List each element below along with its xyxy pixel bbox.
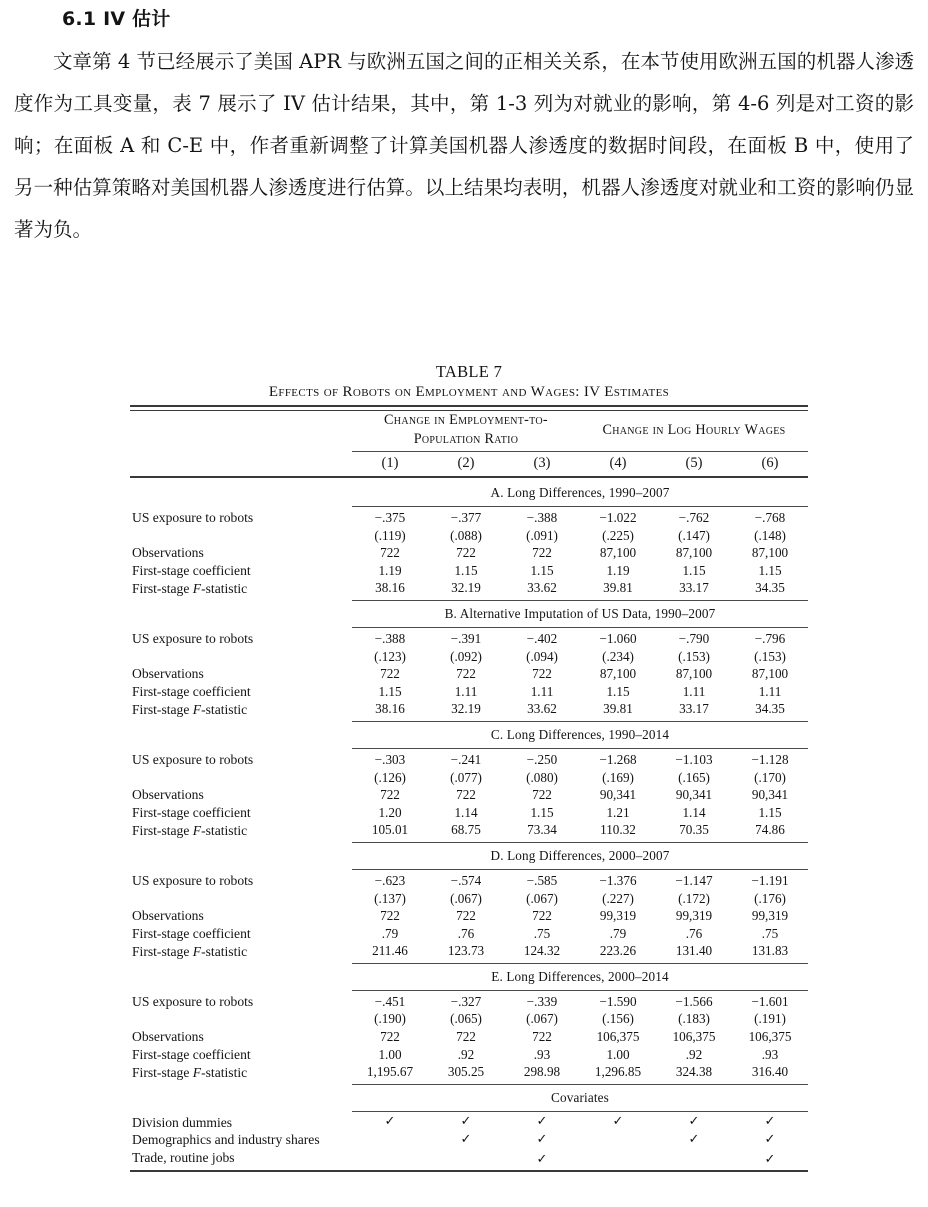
table-row	[130, 683, 808, 701]
covariate-check-r2-c5: ✓	[688, 1132, 700, 1148]
observations-p1-c4: 87,100	[599, 545, 637, 561]
first-stage-coefficient-p2-c4: 1.15	[606, 683, 630, 699]
coefficient-p5-c3: −.339	[526, 993, 558, 1009]
std-error-p1-c1: (.119)	[374, 527, 406, 543]
observations-p2-c3: 722	[532, 666, 552, 682]
first-stage-fstatistic-p1-c6: 34.35	[755, 580, 785, 596]
observations-p4-c5: 99,319	[675, 908, 713, 924]
covariate-check-r3-c4	[580, 1149, 656, 1171]
panel-label-2: B. Alternative Imputation of US Data, 1990–2007	[444, 605, 716, 621]
first-stage-coefficient-p1-c6: 1.15	[758, 562, 782, 578]
row-label-first-stage-fstatistic: First-stage F-statistic	[132, 943, 248, 959]
std-error-p4-c4: (.227)	[602, 890, 634, 906]
first-stage-fstatistic-p1-c3: 33.62	[527, 580, 557, 596]
first-stage-coefficient-p3-c1: 1.20	[378, 804, 402, 820]
std-error-p2-c5: (.153)	[678, 648, 710, 664]
observations-p1-c5: 87,100	[675, 545, 713, 561]
column-number-row	[130, 452, 808, 478]
panel-label-1: A. Long Differences, 1990–2007	[490, 485, 670, 500]
observations-p5-c1: 722	[380, 1029, 400, 1045]
table-row	[130, 1063, 808, 1084]
table-row	[130, 942, 808, 963]
first-stage-coefficient-p1-c3: 1.15	[530, 562, 554, 578]
std-error-p3-c4: (.169)	[602, 769, 634, 785]
observations-p4-c3: 722	[532, 908, 552, 924]
row-label-first-stage-coefficient: First-stage coefficient	[132, 562, 251, 578]
table-row	[130, 786, 808, 804]
coefficient-p4-c6: −1.191	[751, 872, 789, 888]
first-stage-coefficient-p3-c5: 1.14	[682, 804, 706, 820]
std-error-p5-c2: (.065)	[450, 1011, 482, 1027]
first-stage-coefficient-p5-c6: .93	[761, 1046, 779, 1062]
table-row	[130, 907, 808, 925]
observations-p2-c6: 87,100	[751, 666, 789, 682]
table-row	[130, 749, 808, 769]
first-stage-fstatistic-p4-c5: 131.40	[675, 943, 713, 959]
table-row	[130, 700, 808, 721]
coefficient-p1-c5: −.762	[678, 510, 710, 525]
covariate-check-r3-c1	[352, 1149, 428, 1171]
std-error-p1-c3: (.091)	[526, 527, 558, 543]
std-error-p3-c1: (.126)	[374, 769, 406, 785]
first-stage-fstatistic-p3-c4: 110.32	[600, 822, 636, 838]
covariate-check-r3-c2	[428, 1149, 504, 1171]
panel-label-4: D. Long Differences, 2000–2007	[490, 847, 670, 863]
table-row	[130, 890, 808, 908]
group-header-1: Change in Employment-to-Population Ratio	[352, 411, 580, 452]
covariates-label: Covariates	[551, 1089, 609, 1105]
first-stage-fstatistic-p2-c3: 33.62	[527, 701, 557, 717]
table-row	[130, 870, 808, 890]
group-header-row	[130, 411, 808, 452]
coefficient-p4-c5: −1.147	[675, 872, 713, 888]
std-error-p2-c3: (.094)	[526, 648, 558, 664]
coefficient-p5-c5: −1.566	[675, 993, 713, 1009]
first-stage-fstatistic-p5-c6: 316.40	[751, 1064, 789, 1080]
covariate-row	[130, 1149, 808, 1171]
first-stage-coefficient-p5-c2: .92	[457, 1046, 475, 1062]
observations-p4-c2: 722	[456, 908, 476, 924]
std-error-p5-c6: (.191)	[754, 1011, 786, 1027]
covariate-check-r2-c3: ✓	[536, 1132, 548, 1148]
table-row	[130, 821, 808, 842]
observations-p5-c2: 722	[456, 1029, 476, 1045]
table-row	[130, 562, 808, 580]
first-stage-coefficient-p1-c2: 1.15	[454, 562, 478, 578]
row-label-blank	[130, 1010, 352, 1028]
coefficient-p2-c1: −.388	[374, 630, 406, 646]
row-label-first-stage-coefficient: First-stage coefficient	[132, 683, 251, 699]
std-error-p1-c5: (.147)	[678, 527, 710, 543]
first-stage-fstatistic-p2-c5: 33.17	[679, 701, 709, 717]
iv-estimates-table	[130, 405, 808, 1174]
coefficient-p2-c5: −.790	[678, 630, 710, 646]
covariate-check-r2-c4	[580, 1131, 656, 1149]
row-label-first-stage-fstatistic: First-stage F-statistic	[132, 1064, 248, 1080]
first-stage-coefficient-p5-c4: 1.00	[606, 1046, 630, 1062]
first-stage-fstatistic-p3-c6: 74.86	[755, 822, 785, 838]
first-stage-fstatistic-p3-c3: 73.34	[527, 822, 557, 838]
observations-p4-c6: 99,319	[751, 908, 789, 924]
std-error-p4-c3: (.067)	[526, 890, 558, 906]
coefficient-p2-c3: −.402	[526, 630, 558, 646]
row-label-first-stage-fstatistic: First-stage F-statistic	[132, 580, 248, 596]
std-error-p2-c4: (.234)	[602, 648, 634, 664]
panel-label-row-3	[130, 722, 808, 749]
first-stage-coefficient-p5-c1: 1.00	[378, 1046, 402, 1062]
first-stage-coefficient-p5-c5: .92	[685, 1046, 703, 1062]
first-stage-fstatistic-p1-c4: 39.81	[603, 580, 633, 596]
first-stage-fstatistic-p5-c2: 305.25	[447, 1064, 485, 1080]
first-stage-fstatistic-p4-c3: 124.32	[523, 943, 561, 959]
corner-cell	[130, 452, 352, 478]
observations-p2-c5: 87,100	[675, 666, 713, 682]
observations-p4-c4: 99,319	[599, 908, 637, 924]
first-stage-coefficient-p4-c2: .76	[457, 925, 475, 941]
article-text-block	[0, 0, 928, 251]
std-error-p1-c6: (.148)	[754, 527, 786, 543]
coefficient-p2-c4: −1.060	[599, 630, 637, 646]
first-stage-fstatistic-p5-c4: 1,296.85	[594, 1064, 642, 1080]
std-error-p3-c3: (.080)	[526, 769, 558, 785]
row-label-first-stage-fstatistic: First-stage F-statistic	[132, 701, 248, 717]
std-error-p3-c6: (.170)	[754, 769, 786, 785]
observations-p1-c2: 722	[456, 545, 476, 561]
first-stage-coefficient-p1-c1: 1.19	[378, 562, 402, 578]
first-stage-coefficient-p3-c2: 1.14	[454, 804, 478, 820]
coefficient-p1-c3: −.388	[526, 510, 558, 525]
first-stage-coefficient-p4-c5: .76	[685, 925, 703, 941]
first-stage-coefficient-p1-c4: 1.19	[606, 562, 630, 578]
std-error-p5-c1: (.190)	[374, 1011, 406, 1027]
covariate-label-2: Demographics and industry shares	[132, 1132, 320, 1148]
std-error-p3-c2: (.077)	[450, 769, 482, 785]
covariate-check-r1-c3: ✓	[536, 1113, 548, 1129]
panel-label-3: C. Long Differences, 1990–2014	[490, 726, 670, 742]
first-stage-coefficient-p3-c3: 1.15	[530, 804, 554, 820]
coefficient-p5-c2: −.327	[450, 993, 482, 1009]
first-stage-fstatistic-p3-c2: 68.75	[451, 822, 481, 838]
table-row	[130, 665, 808, 683]
covariate-check-r1-c5: ✓	[688, 1113, 700, 1129]
column-number-5: (5)	[685, 455, 703, 471]
first-stage-fstatistic-p1-c2: 32.19	[451, 580, 481, 596]
table-row	[130, 544, 808, 562]
observations-p4-c1: 722	[380, 908, 400, 924]
first-stage-fstatistic-p2-c1: 38.16	[375, 701, 405, 717]
rule	[130, 1171, 808, 1174]
coefficient-p4-c1: −.623	[374, 872, 406, 888]
coefficient-p4-c4: −1.376	[599, 872, 637, 888]
std-error-p5-c3: (.067)	[526, 1011, 558, 1027]
coefficient-p3-c1: −.303	[374, 751, 406, 767]
covariate-check-r1-c1: ✓	[384, 1113, 396, 1129]
row-label-first-stage-coefficient: First-stage coefficient	[132, 1046, 251, 1062]
corner-cell	[130, 411, 352, 452]
panel-label-row-2	[130, 601, 808, 628]
std-error-p4-c1: (.137)	[374, 890, 406, 906]
observations-p1-c1: 722	[380, 545, 400, 561]
coefficient-p4-c2: −.574	[450, 872, 482, 888]
first-stage-coefficient-p4-c3: .75	[533, 925, 551, 941]
covariate-label-1: Division dummies	[132, 1114, 233, 1130]
row-label-observations: Observations	[132, 908, 204, 924]
observations-p2-c4: 87,100	[599, 666, 637, 682]
panel-label-row-4	[130, 843, 808, 870]
first-stage-fstatistic-p1-c5: 33.17	[679, 580, 709, 596]
table-row	[130, 1010, 808, 1028]
body-paragraph: 文章第 4 节已经展示了美国 APR 与欧洲五国之间的正相关关系，在本节使用欧洲五国的机器人渗透度作为工具变量，表 7 展示了 IV 估计结果，其中，第 1-3 列为对就业的影响，第 4-6 列是对工资的影响；在面板 A 和 C-E 中，作者重新调整了计算美国机器人渗透度的数据时间段，在面板 B 中，使用了另一种估算策略对美国机器人渗透度进行估算。以上结果均表明，机器人渗透度对就业和工资的影响仍显著为负。	[14, 50, 914, 241]
observations-p5-c5: 106,375	[672, 1029, 716, 1045]
first-stage-fstatistic-p4-c4: 223.26	[599, 943, 637, 959]
covariate-check-r2-c1	[352, 1131, 428, 1149]
covariate-row	[130, 1112, 808, 1132]
covariate-check-r1-c2: ✓	[460, 1113, 472, 1129]
row-label-observations: Observations	[132, 666, 204, 682]
coefficient-p2-c2: −.391	[450, 630, 482, 646]
coefficient-p1-c1: −.375	[374, 510, 406, 525]
first-stage-coefficient-p2-c2: 1.11	[454, 683, 478, 699]
section-heading: 6.1 IV 估计	[62, 8, 171, 30]
coefficient-p3-c4: −1.268	[599, 751, 637, 767]
row-label-observations: Observations	[132, 545, 204, 561]
first-stage-coefficient-p4-c4: .79	[609, 925, 627, 941]
std-error-p1-c4: (.225)	[602, 527, 634, 543]
row-label-exposure: US exposure to robots	[132, 872, 254, 888]
first-stage-coefficient-p2-c6: 1.11	[758, 683, 782, 699]
table-row	[130, 769, 808, 787]
row-label-first-stage-coefficient: First-stage coefficient	[132, 804, 251, 820]
covariate-check-r3-c6: ✓	[764, 1151, 776, 1167]
column-number-4: (4)	[609, 455, 627, 471]
first-stage-coefficient-p2-c5: 1.11	[682, 683, 706, 699]
row-label-observations: Observations	[132, 1029, 204, 1045]
coefficient-p5-c1: −.451	[374, 993, 406, 1009]
coefficient-p2-c6: −.796	[754, 630, 786, 646]
coefficient-p5-c4: −1.590	[599, 993, 637, 1009]
first-stage-coefficient-p3-c6: 1.15	[758, 804, 782, 820]
row-label-blank	[130, 648, 352, 666]
observations-p3-c3: 722	[532, 787, 552, 803]
panel-label-row-5	[130, 964, 808, 991]
group-header-2: Change in Log Hourly Wages	[580, 411, 808, 452]
first-stage-coefficient-p2-c3: 1.11	[530, 683, 554, 699]
coefficient-p3-c2: −.241	[450, 751, 482, 767]
table-row	[130, 804, 808, 822]
column-number-3: (3)	[533, 455, 551, 471]
panel-label-5: E. Long Differences, 2000–2014	[491, 968, 669, 984]
observations-p3-c5: 90,341	[675, 787, 713, 803]
covariate-row	[130, 1131, 808, 1149]
observations-p1-c3: 722	[532, 545, 552, 561]
table-row	[130, 925, 808, 943]
covariates-label-row	[130, 1085, 808, 1112]
coefficient-p3-c3: −.250	[526, 751, 558, 767]
first-stage-fstatistic-p3-c5: 70.35	[679, 822, 709, 838]
observations-p5-c3: 722	[532, 1029, 552, 1045]
covariate-check-r1-c6: ✓	[764, 1113, 776, 1129]
observations-p2-c2: 722	[456, 666, 476, 682]
coefficient-p1-c4: −1.022	[599, 510, 637, 525]
first-stage-fstatistic-p4-c2: 123.73	[447, 943, 485, 959]
first-stage-coefficient-p2-c1: 1.15	[378, 683, 402, 699]
table-caption: Effects of Robots on Employment and Wages: IV Estimates	[268, 384, 670, 400]
coefficient-p1-c6: −.768	[754, 510, 786, 525]
row-label-first-stage-fstatistic: First-stage F-statistic	[132, 822, 248, 838]
row-label-exposure: US exposure to robots	[132, 510, 254, 525]
std-error-p4-c6: (.176)	[754, 890, 786, 906]
row-label-blank	[130, 527, 352, 545]
first-stage-fstatistic-p3-c1: 105.01	[371, 822, 409, 838]
first-stage-coefficient-p4-c1: .79	[381, 925, 399, 941]
table-row	[130, 648, 808, 666]
std-error-p4-c5: (.172)	[678, 890, 710, 906]
observations-p3-c6: 90,341	[751, 787, 789, 803]
row-label-first-stage-coefficient: First-stage coefficient	[132, 925, 251, 941]
row-label-exposure: US exposure to robots	[132, 993, 254, 1009]
first-stage-coefficient-p1-c5: 1.15	[682, 562, 706, 578]
first-stage-coefficient-p4-c6: .75	[761, 925, 779, 941]
table-number: TABLE 7	[435, 362, 503, 381]
table-row	[130, 579, 808, 600]
row-label-blank	[130, 769, 352, 787]
first-stage-fstatistic-p2-c2: 32.19	[451, 701, 481, 717]
first-stage-coefficient-p3-c4: 1.21	[606, 804, 630, 820]
table-row	[130, 527, 808, 545]
coefficient-p5-c6: −1.601	[751, 993, 789, 1009]
first-stage-fstatistic-p5-c1: 1,195.67	[366, 1064, 414, 1080]
std-error-p4-c2: (.067)	[450, 890, 482, 906]
row-label-observations: Observations	[132, 787, 204, 803]
first-stage-fstatistic-p4-c1: 211.46	[372, 943, 408, 959]
row-label-exposure: US exposure to robots	[132, 630, 254, 646]
std-error-p2-c6: (.153)	[754, 648, 786, 664]
std-error-p2-c2: (.092)	[450, 648, 482, 664]
first-stage-fstatistic-p1-c1: 38.16	[375, 580, 405, 596]
row-label-exposure: US exposure to robots	[132, 751, 254, 767]
observations-p2-c1: 722	[380, 666, 400, 682]
covariate-check-r1-c4: ✓	[612, 1113, 624, 1129]
table-row	[130, 1046, 808, 1064]
std-error-p5-c4: (.156)	[602, 1011, 634, 1027]
column-number-1: (1)	[381, 455, 399, 471]
panel-label-row-1	[130, 480, 808, 507]
row-label-blank	[130, 890, 352, 908]
coefficient-p3-c5: −1.103	[675, 751, 713, 767]
std-error-p1-c2: (.088)	[450, 527, 482, 543]
observations-p5-c4: 106,375	[596, 1029, 640, 1045]
table-7-container	[130, 362, 808, 1174]
table-row	[130, 507, 808, 527]
table-row	[130, 628, 808, 648]
column-number-6: (6)	[761, 455, 779, 471]
covariate-label-3: Trade, routine jobs	[132, 1150, 235, 1166]
first-stage-fstatistic-p2-c6: 34.35	[755, 701, 785, 717]
std-error-p2-c1: (.123)	[374, 648, 406, 664]
observations-p5-c6: 106,375	[748, 1029, 792, 1045]
table-row	[130, 991, 808, 1011]
observations-p3-c4: 90,341	[599, 787, 637, 803]
first-stage-fstatistic-p5-c3: 298.98	[523, 1064, 561, 1080]
first-stage-coefficient-p5-c3: .93	[533, 1046, 551, 1062]
covariate-check-r2-c2: ✓	[460, 1132, 472, 1148]
table-row	[130, 1028, 808, 1046]
column-number-2: (2)	[457, 455, 475, 471]
first-stage-fstatistic-p5-c5: 324.38	[675, 1064, 713, 1080]
observations-p3-c1: 722	[380, 787, 400, 803]
covariate-check-r3-c3: ✓	[536, 1151, 548, 1167]
table-bottom-rule	[130, 1171, 808, 1174]
std-error-p3-c5: (.165)	[678, 769, 710, 785]
coefficient-p1-c2: −.377	[450, 510, 482, 525]
std-error-p5-c5: (.183)	[678, 1011, 710, 1027]
first-stage-fstatistic-p2-c4: 39.81	[603, 701, 633, 717]
first-stage-fstatistic-p4-c6: 131.83	[751, 943, 789, 959]
covariate-check-r2-c6: ✓	[764, 1132, 776, 1148]
observations-p3-c2: 722	[456, 787, 476, 803]
observations-p1-c6: 87,100	[751, 545, 789, 561]
coefficient-p4-c3: −.585	[526, 872, 558, 888]
covariate-check-r3-c5	[656, 1149, 732, 1171]
coefficient-p3-c6: −1.128	[751, 751, 789, 767]
